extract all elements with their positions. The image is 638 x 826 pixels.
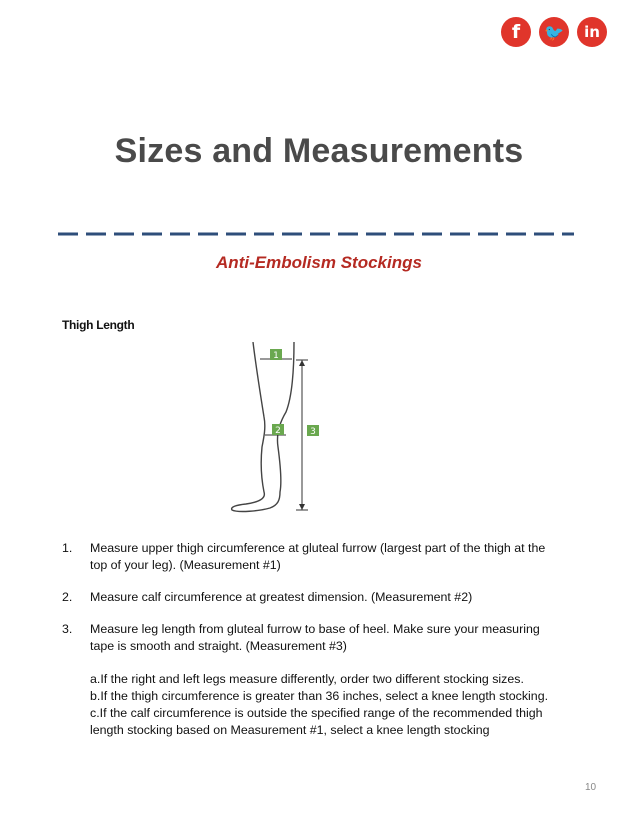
twitter-icon[interactable] (539, 17, 569, 47)
facebook-icon[interactable] (501, 17, 531, 47)
step-number: 1. (62, 541, 73, 555)
note-c: c.If the calf circumference is outside the specified range of the recommended thigh length stocking based on Measurement #1, select a knee length stocking (90, 706, 543, 737)
facebook-glyph: f (511, 21, 521, 43)
subtitle: Anti-Embolism Stockings (216, 253, 422, 272)
note-a: a.If the right and left legs measure differently, order two different stocking sizes. (90, 672, 524, 686)
page-title: Sizes and Measurements (114, 132, 524, 170)
leg-outline (232, 342, 294, 511)
label-1: 1 (273, 351, 279, 361)
step-3-notes (90, 671, 562, 739)
linkedin-glyph: in (584, 23, 600, 41)
note-b: b.If the thigh circumference is greater than 36 inches, select a knee length stocking. (90, 689, 549, 703)
step-1 (62, 540, 562, 574)
step-number: 2. (62, 590, 73, 604)
step-3 (62, 621, 562, 739)
measurement-steps (62, 540, 562, 754)
step-number: 3. (62, 622, 73, 636)
step-text: Measure calf circumference at greatest dimension. (Measurement #2) (90, 590, 473, 604)
linkedin-icon[interactable] (577, 17, 607, 47)
step-2 (62, 589, 562, 606)
twitter-glyph: 🐦 (544, 22, 564, 42)
dashed-divider (58, 232, 574, 236)
step-text: Measure upper thigh circumference at gluteal furrow (largest part of the thigh at the top of your leg). (Measurement #1) (90, 541, 546, 572)
label-3: 3 (310, 427, 316, 437)
section-heading: Thigh Length (62, 318, 135, 332)
leg-measurement-figure (220, 342, 330, 517)
page-number: 10 (585, 782, 597, 793)
step-text: Measure leg length from gluteal furrow to base of heel. Make sure your measuring tape is smooth and straight. (Measurement #3) (90, 622, 540, 653)
label-2: 2 (275, 426, 281, 436)
